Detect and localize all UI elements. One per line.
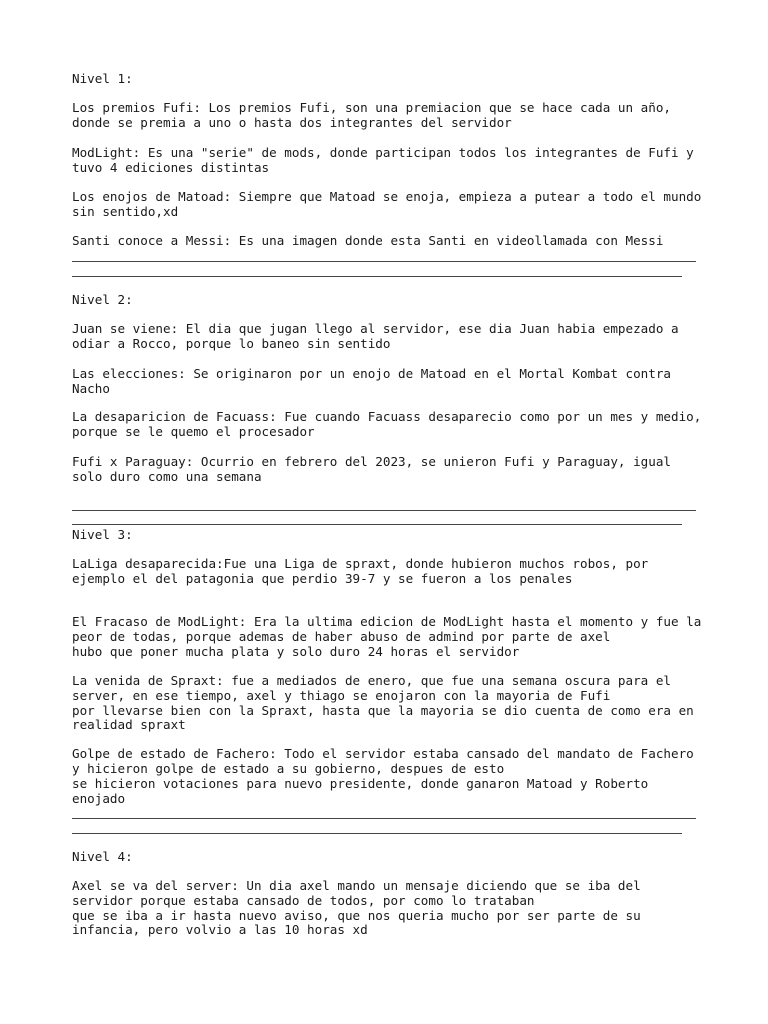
paragraph-line: La venida de Spraxt: fue a mediados de enero, que fue una semana oscura para el xyxy=(72,673,671,688)
section-divider xyxy=(72,833,682,834)
paragraph-line: realidad spraxt xyxy=(72,717,186,732)
paragraph-line: infancia, pero volvio a las 10 horas xd xyxy=(72,922,368,937)
paragraph-line: Fufi x Paraguay: Ocurrio en febrero del 2023, se unieron Fufi y Paraguay, igual xyxy=(72,454,671,469)
paragraph-line: Nacho xyxy=(72,381,110,396)
paragraph-line: porque se le quemo el procesador xyxy=(72,424,315,439)
paragraph-line: por llevarse bien con la Spraxt, hasta que la mayoria se dio cuenta de como era en xyxy=(72,703,694,718)
paragraph-line: Las elecciones: Se originaron por un enojo de Matoad en el Mortal Kombat contra xyxy=(72,366,671,381)
paragraph-line: sin sentido,xd xyxy=(72,204,179,219)
paragraph-line: ejemplo el del patagonia que perdio 39-7 y se fueron a los penales xyxy=(72,571,573,586)
paragraph-line: server, en ese tiempo, axel y thiago se enojaron con la mayoria de Fufi xyxy=(72,688,611,703)
paragraph-line: La desaparicion de Facuass: Fue cuando Facuass desaparecio como por un mes y medio, xyxy=(72,409,702,424)
section-heading: Nivel 1: xyxy=(72,71,133,86)
section-heading: Nivel 3: xyxy=(72,527,133,542)
paragraph-line: enojado xyxy=(72,791,126,806)
section-divider xyxy=(72,818,696,819)
paragraph-line: ModLight: Es una "serie" de mods, donde participan todos los integrantes de Fufi y xyxy=(72,145,694,160)
paragraph-line: Juan se viene: El dia que jugan llego al servidor, ese dia Juan habia empezado a xyxy=(72,321,679,336)
paragraph-line: y hicieron golpe de estado a su gobierno, despues de esto xyxy=(72,761,505,776)
section-divider xyxy=(72,276,682,277)
paragraph-line: Golpe de estado de Fachero: Todo el servidor estaba cansado del mandato de Fachero xyxy=(72,746,694,761)
paragraph-line: servidor porque estaba cansado de todos, por como lo trataban xyxy=(72,893,535,908)
paragraph-line: hubo que poner mucha plata y solo duro 24 horas el servidor xyxy=(72,644,520,659)
paragraph-line: odiar a Rocco, porque lo baneo sin sentido xyxy=(72,336,391,351)
paragraph-line: Axel se va del server: Un dia axel mando un mensaje diciendo que se iba del xyxy=(72,878,641,893)
paragraph-line: Los enojos de Matoad: Siempre que Matoad se enoja, empieza a putear a todo el mundo xyxy=(72,189,702,204)
paragraph-line: Los premios Fufi: Los premios Fufi, son una premiacion que se hace cada un año, xyxy=(72,100,671,115)
section-heading: Nivel 2: xyxy=(72,292,133,307)
paragraph-line: donde se premia a uno o hasta dos integrantes del servidor xyxy=(72,115,512,130)
paragraph-line: peor de todas, porque ademas de haber abuso de admind por parte de axel xyxy=(72,629,611,644)
paragraph-line: El Fracaso de ModLight: Era la ultima edicion de ModLight hasta el momento y fue la xyxy=(72,614,702,629)
section-divider xyxy=(72,261,696,262)
section-heading: Nivel 4: xyxy=(72,849,133,864)
paragraph-line: que se iba a ir hasta nuevo aviso, que nos queria mucho por ser parte de su xyxy=(72,908,641,923)
section-divider xyxy=(72,510,696,511)
section-divider xyxy=(72,524,682,525)
paragraph-line: solo duro como una semana xyxy=(72,469,262,484)
paragraph-line: tuvo 4 ediciones distintas xyxy=(72,160,270,175)
paragraph-line: LaLiga desaparecida:Fue una Liga de spraxt, donde hubieron muchos robos, por xyxy=(72,556,649,571)
paragraph-line: se hicieron votaciones para nuevo presidente, donde ganaron Matoad y Roberto xyxy=(72,776,649,791)
paragraph-line: Santi conoce a Messi: Es una imagen donde esta Santi en videollamada con Messi xyxy=(72,233,664,248)
